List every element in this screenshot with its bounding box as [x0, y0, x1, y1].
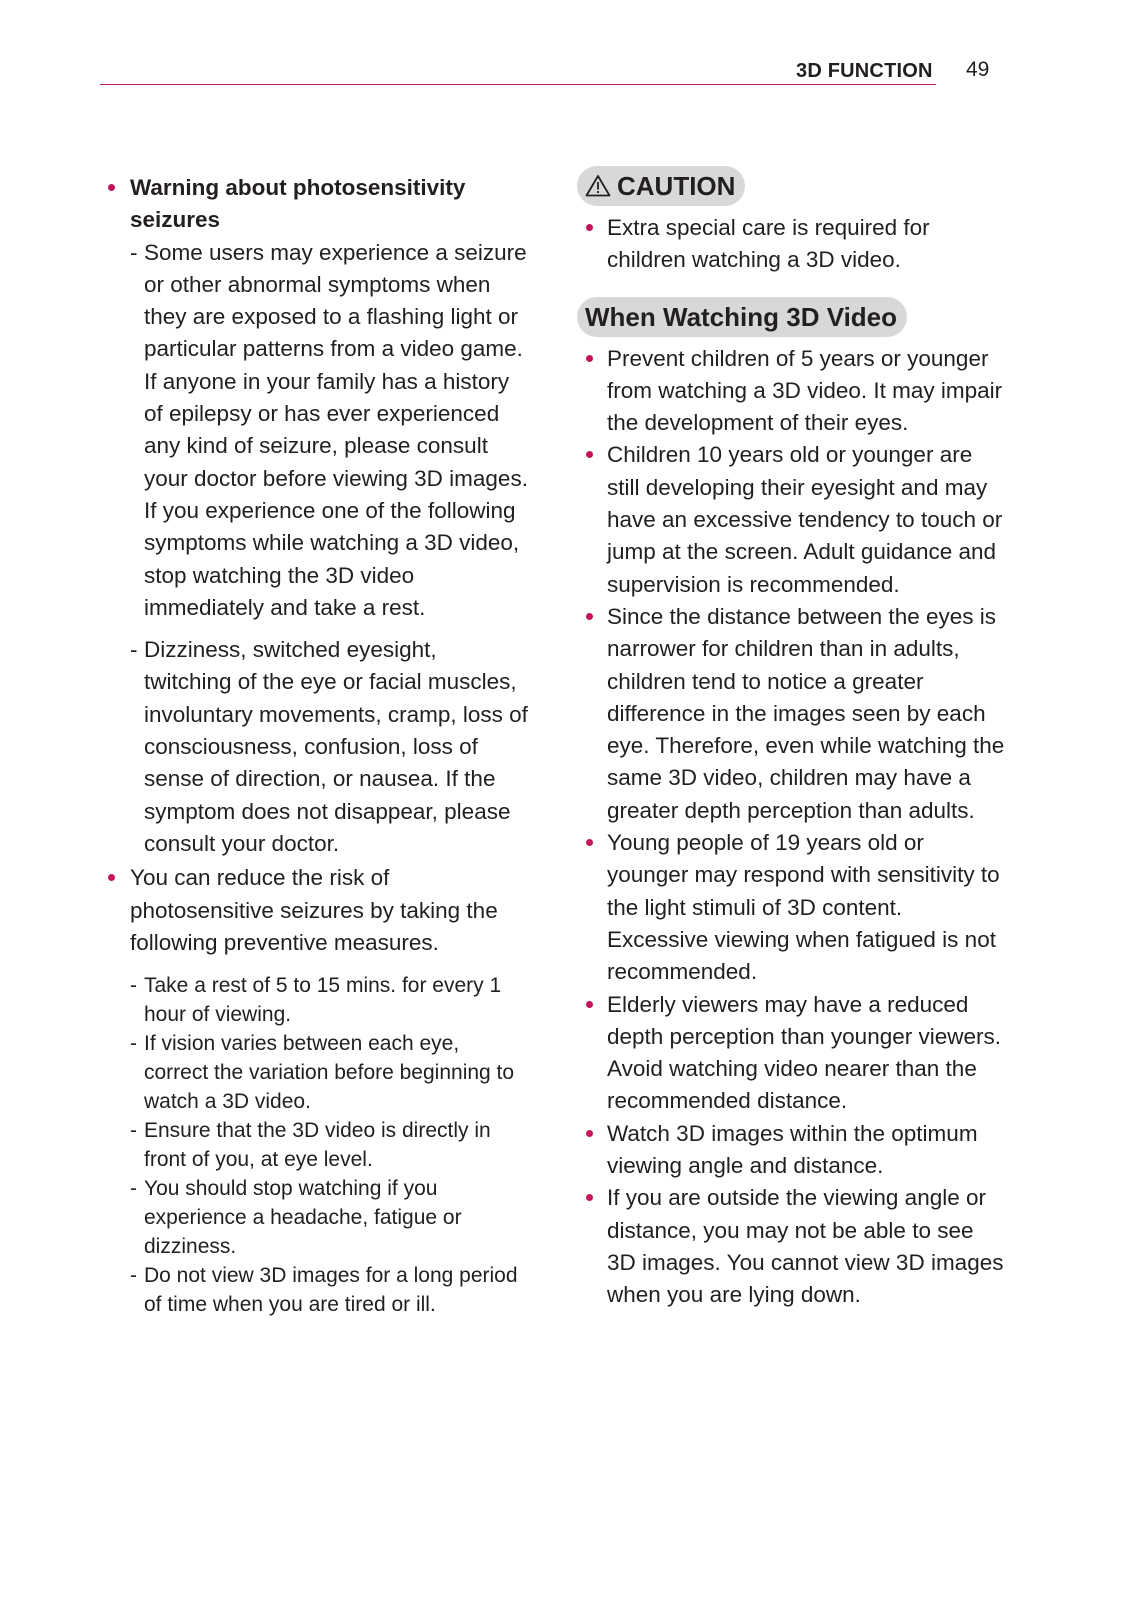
right-column: [577, 166, 1007, 1312]
section-heading: [577, 297, 907, 337]
dash-marker: -: [130, 239, 138, 265]
bullet-dot-icon: [586, 839, 593, 846]
caution-label: CAUTION: [617, 171, 736, 201]
caution-badge: [577, 166, 745, 206]
measure-item: - If vision varies between each eye, correct the variation before beginning to watch a 3D video.: [130, 1032, 515, 1114]
bullet-dot-icon: [586, 1194, 593, 1201]
watching-item: Elderly viewers may have a reduced depth perception than younger viewers. Avoid watching video nearer than the recommended distance.: [577, 989, 1007, 1118]
caution-item: Extra special care is required for children watching a 3D video.: [577, 212, 1007, 277]
reduce-bullet: [108, 862, 528, 1319]
reduce-text: You can reduce the risk of photosensitive seizures by taking the following preventive measures.: [130, 865, 498, 955]
page-number: 49: [966, 58, 990, 81]
warning-triangle-icon: [585, 174, 611, 197]
warning-para2: If you experience one of the following symptoms while watching a 3D video, stop watching the 3D video immediately and take a rest.: [144, 497, 520, 620]
bullet-dot-icon: [586, 451, 593, 458]
bullet-dot-icon: [586, 613, 593, 620]
measures-list: [130, 971, 528, 1319]
dash-marker: -: [130, 637, 138, 663]
bullet-dot-icon: [586, 1130, 593, 1137]
watching-item: If you are outside the viewing angle or distance, you may not be able to see 3D images. You cannot view 3D images when you are lying down.: [577, 1182, 1007, 1311]
watching-item: Since the distance between the eyes is narrower for children than in adults, children tend to notice a greater difference in the images seen by each eye. Therefore, even while watching the same 3D video, children may have a greater depth perception than adults.: [577, 601, 1007, 827]
watching-item: Children 10 years old or younger are still developing their eyesight and may have an excessive tendency to touch or jump at the screen. Adult guidance and supervision is recommended.: [577, 439, 1007, 600]
bullet-dot-icon: [586, 1001, 593, 1008]
warning-paragraph: [130, 237, 528, 625]
measure-item: - You should stop watching if you experience a headache, fatigue or dizziness.: [130, 1177, 462, 1259]
bullet-dot-icon: [586, 355, 593, 362]
caution-list: [577, 212, 1007, 277]
section-heading-text: When Watching 3D Video: [585, 301, 898, 332]
measure-item: - Do not view 3D images for a long period of time when you are tired or ill.: [130, 1264, 518, 1317]
watching-item: Young people of 19 years old or younger may respond with sensitivity to the light stimuli of 3D content. Excessive viewing when fatigued is not recommended.: [577, 827, 1007, 988]
symptoms-text: Dizziness, switched eyesight, twitching of the eye or facial muscles, involuntary movements, cramp, loss of consciousness, confusion, loss of sense of direction, or nausea. If the symptom does not disappear, please consult your doctor.: [144, 637, 528, 856]
watching-list: [577, 343, 1007, 1312]
symptoms-paragraph: [130, 634, 528, 860]
measure-item: - Ensure that the 3D video is directly in front of you, at eye level.: [130, 1119, 491, 1172]
warning-bullet: [108, 172, 528, 860]
watching-item: Prevent children of 5 years or younger from watching a 3D video. It may impair the development of their eyes.: [577, 343, 1007, 440]
measure-item: - Take a rest of 5 to 15 mins. for every 1 hour of viewing.: [130, 974, 502, 1027]
bullet-dot-icon: [586, 224, 593, 231]
bullet-dot-icon: [108, 874, 115, 881]
bullet-dot-icon: [108, 184, 115, 191]
header-rule: [100, 84, 936, 85]
watching-item: Watch 3D images within the optimum viewing angle and distance.: [577, 1118, 1007, 1183]
section-title: 3D FUNCTION: [796, 60, 933, 82]
warning-para1: Some users may experience a seizure or other abnormal symptoms when they are exposed to a flashing light or particular patterns from a video game. If anyone in your family has a history of epilepsy or has ever experienced any kind of seizure, please consult your doctor before viewing 3D images.: [144, 239, 528, 491]
left-column: [108, 172, 528, 1319]
warning-title: Warning about photosensitivity seizures: [130, 175, 466, 233]
